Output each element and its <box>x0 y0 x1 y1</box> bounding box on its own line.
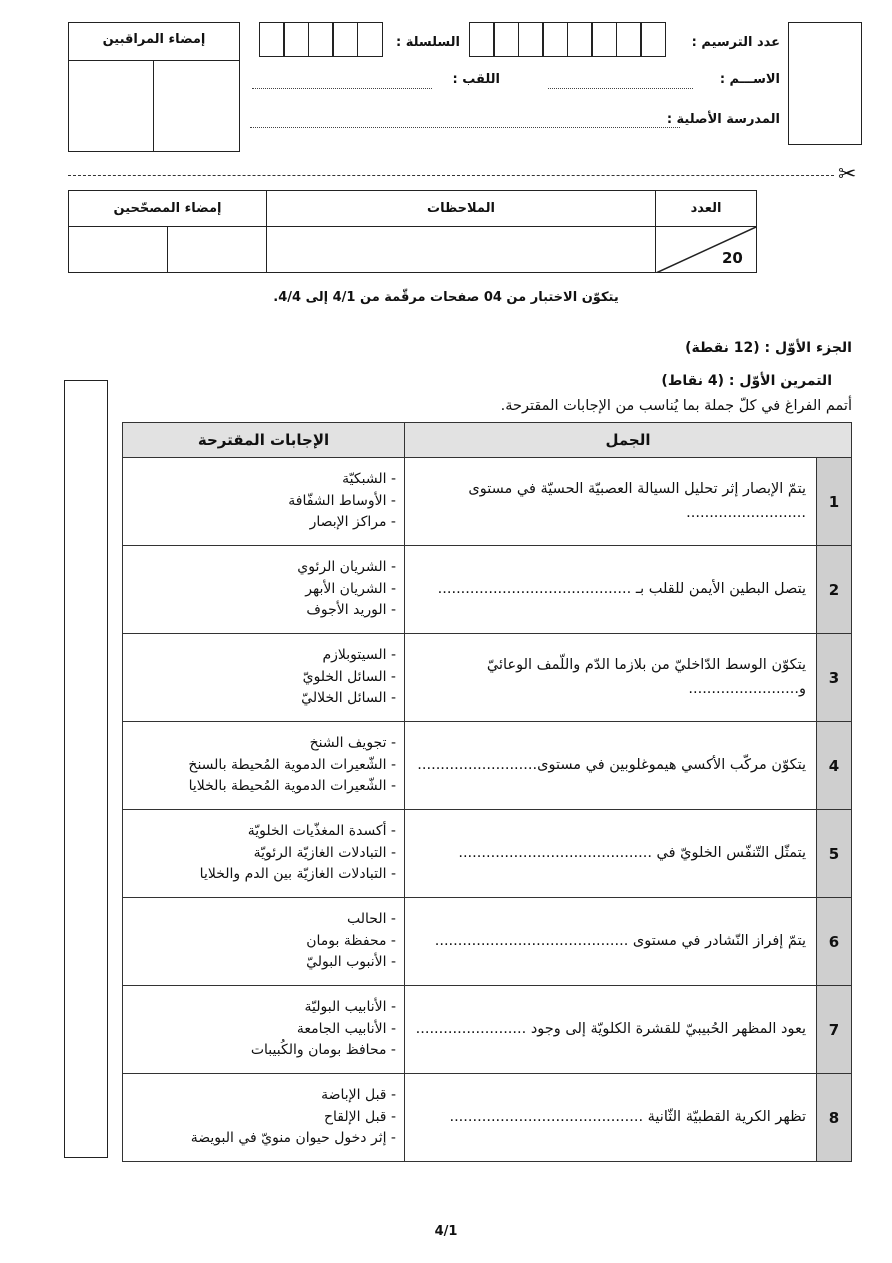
answers-cell <box>123 722 405 810</box>
exercise-title: التمرين الأوّل : (4 نقاط) <box>661 373 832 389</box>
answer-option: - السائل الخلاليّ <box>301 690 396 707</box>
answer-option: - التبادلات الغازيّة الرئويّة <box>253 844 396 861</box>
row-number: 3 <box>817 634 852 722</box>
answers-cell <box>123 898 405 986</box>
answer-option: - السيتوبلازم <box>322 646 396 663</box>
answer-option: - إثر دخول حيوان منويّ في البويضة <box>190 1130 396 1147</box>
answer-option: - الحالب <box>347 910 396 927</box>
grading-block <box>68 190 857 273</box>
row-number: 5 <box>817 810 852 898</box>
correctors-header: إمضاء المصحّحين <box>69 191 267 227</box>
score-cell[interactable] <box>656 227 757 273</box>
exercise-instruction: أتمم الفراغ في كلّ جملة بما يُناسب من الإجابات المقترحة. <box>500 398 852 414</box>
series-cells[interactable] <box>260 22 383 57</box>
sentence-cell[interactable]: يتصل البطين الأيمن للقلب بـ .......................................... <box>405 546 817 634</box>
row-number: 4 <box>817 722 852 810</box>
answer-option: - محافظ بومان والكُبيبات <box>250 1042 396 1059</box>
notes-header: الملاحظات <box>267 191 656 227</box>
row-number: 8 <box>817 1074 852 1162</box>
table-row <box>123 458 852 546</box>
answers-cell <box>123 1074 405 1162</box>
answers-cell <box>123 986 405 1074</box>
reg-number-cells[interactable] <box>470 22 666 57</box>
corrector-sign-2[interactable] <box>69 227 168 273</box>
invigilators-label: إمضاء المراقبين <box>69 23 239 61</box>
table-row <box>123 898 852 986</box>
series-label: السلسلة : <box>395 35 460 50</box>
answer-option: - قبل الإلقاح <box>324 1108 396 1125</box>
table-row <box>123 722 852 810</box>
col-answers-header: الإجابات المقترحة <box>123 423 405 458</box>
answer-option: - مراكز الإبصار <box>309 514 396 531</box>
answer-option: - الشريان الأبهر <box>305 580 396 597</box>
part-title: الجزء الأوّل : (12 نقطة) <box>685 340 852 356</box>
answer-option: - السائل الخلويّ <box>302 668 396 685</box>
answer-option: - الأوساط الشفّافة <box>288 492 396 509</box>
table-row <box>123 1074 852 1162</box>
answer-option: - الوريد الأجوف <box>306 602 396 619</box>
sentence-cell[interactable]: يتمّ الإبصار إثر تحليل السيالة العصبيّة الحسيّة في مستوى .......................... <box>405 458 817 546</box>
sentence-cell[interactable]: تظهر الكرية القطبيّة الثّانية .......................................... <box>405 1074 817 1162</box>
answers-cell <box>123 634 405 722</box>
exercise-rows <box>123 458 852 1162</box>
answer-option: - الشبكيّة <box>342 470 396 487</box>
table-row <box>123 810 852 898</box>
page-number: 4/1 <box>434 1224 458 1239</box>
exercise-table-wrap <box>122 422 852 1162</box>
scissors-icon: ✂ <box>838 162 857 187</box>
reg-number-label: عدد الترسيم : <box>691 35 780 50</box>
cut-line <box>68 175 834 176</box>
row-number: 7 <box>817 986 852 1074</box>
answer-option: - تجويف الشنخ <box>309 734 396 751</box>
grading-table <box>68 190 857 273</box>
invigilators-divider <box>153 61 154 151</box>
surname-label: اللقب : <box>452 72 500 87</box>
answers-cell <box>123 458 405 546</box>
sentence-cell[interactable]: يتمثّل التّنفّس الخلويّ في .......................................... <box>405 810 817 898</box>
row-number: 6 <box>817 898 852 986</box>
sentence-cell[interactable]: يتمّ إفراز النّشادر في مستوى .......................................... <box>405 898 817 986</box>
answer-option: - الأنبوب البوليّ <box>306 954 396 971</box>
answers-cell <box>123 810 405 898</box>
name-label: الاســـم : <box>719 72 780 87</box>
score-header: العدد <box>656 191 757 227</box>
answer-option: - الأنابيب البوليّة <box>304 998 396 1015</box>
answer-option: - التبادلات الغازيّة بين الدم والخلايا <box>199 866 396 883</box>
corrector-sign-1[interactable] <box>168 227 267 273</box>
school-label: المدرسة الأصلية : <box>666 112 780 127</box>
col-sentences-header: الجمل <box>405 423 852 458</box>
sentence-cell[interactable]: يتكوّن الوسط الدّاخليّ من بلازما الدّم واللّمف الوعائيّ و........................ <box>405 634 817 722</box>
sentence-cell[interactable]: يعود المظهر الحُبيبيّ للقشرة الكلويّة إلى وجود ........................ <box>405 986 817 1074</box>
answer-option: - الشّعيرات الدموية المُحيطة بالخلايا <box>188 778 396 795</box>
answer-option: - الأنابيب الجامعة <box>296 1020 396 1037</box>
invigilators-box <box>68 22 240 152</box>
photo-box <box>788 22 862 145</box>
exercise-table <box>122 422 852 1162</box>
notes-cell[interactable] <box>267 227 656 273</box>
table-row <box>123 634 852 722</box>
sentence-cell[interactable]: يتكوّن مركّب الأكسي هيموغلوبين في مستوى.......................... <box>405 722 817 810</box>
answer-option: - الشريان الرئوي <box>297 558 396 575</box>
name-field[interactable] <box>548 88 693 89</box>
margin-box <box>64 380 108 1158</box>
row-number: 2 <box>817 546 852 634</box>
answer-option: - أكسدة المغذّيات الخلويّة <box>247 822 396 839</box>
score-total: 20 <box>722 249 743 267</box>
exam-intro: يتكوّن الاختبار من 04 صفحات مرقّمة من 4/1 إلى 4/4. <box>273 290 619 305</box>
answer-option: - قبل الإباضة <box>321 1086 396 1103</box>
grading-spacer <box>757 191 858 273</box>
school-field[interactable] <box>250 127 680 128</box>
row-number: 1 <box>817 458 852 546</box>
answer-option: - الشّعيرات الدموية المُحيطة بالسنخ <box>188 756 396 773</box>
answers-cell <box>123 546 405 634</box>
surname-field[interactable] <box>252 88 432 89</box>
table-row <box>123 546 852 634</box>
answer-option: - محفظة بومان <box>306 932 396 949</box>
table-row <box>123 986 852 1074</box>
